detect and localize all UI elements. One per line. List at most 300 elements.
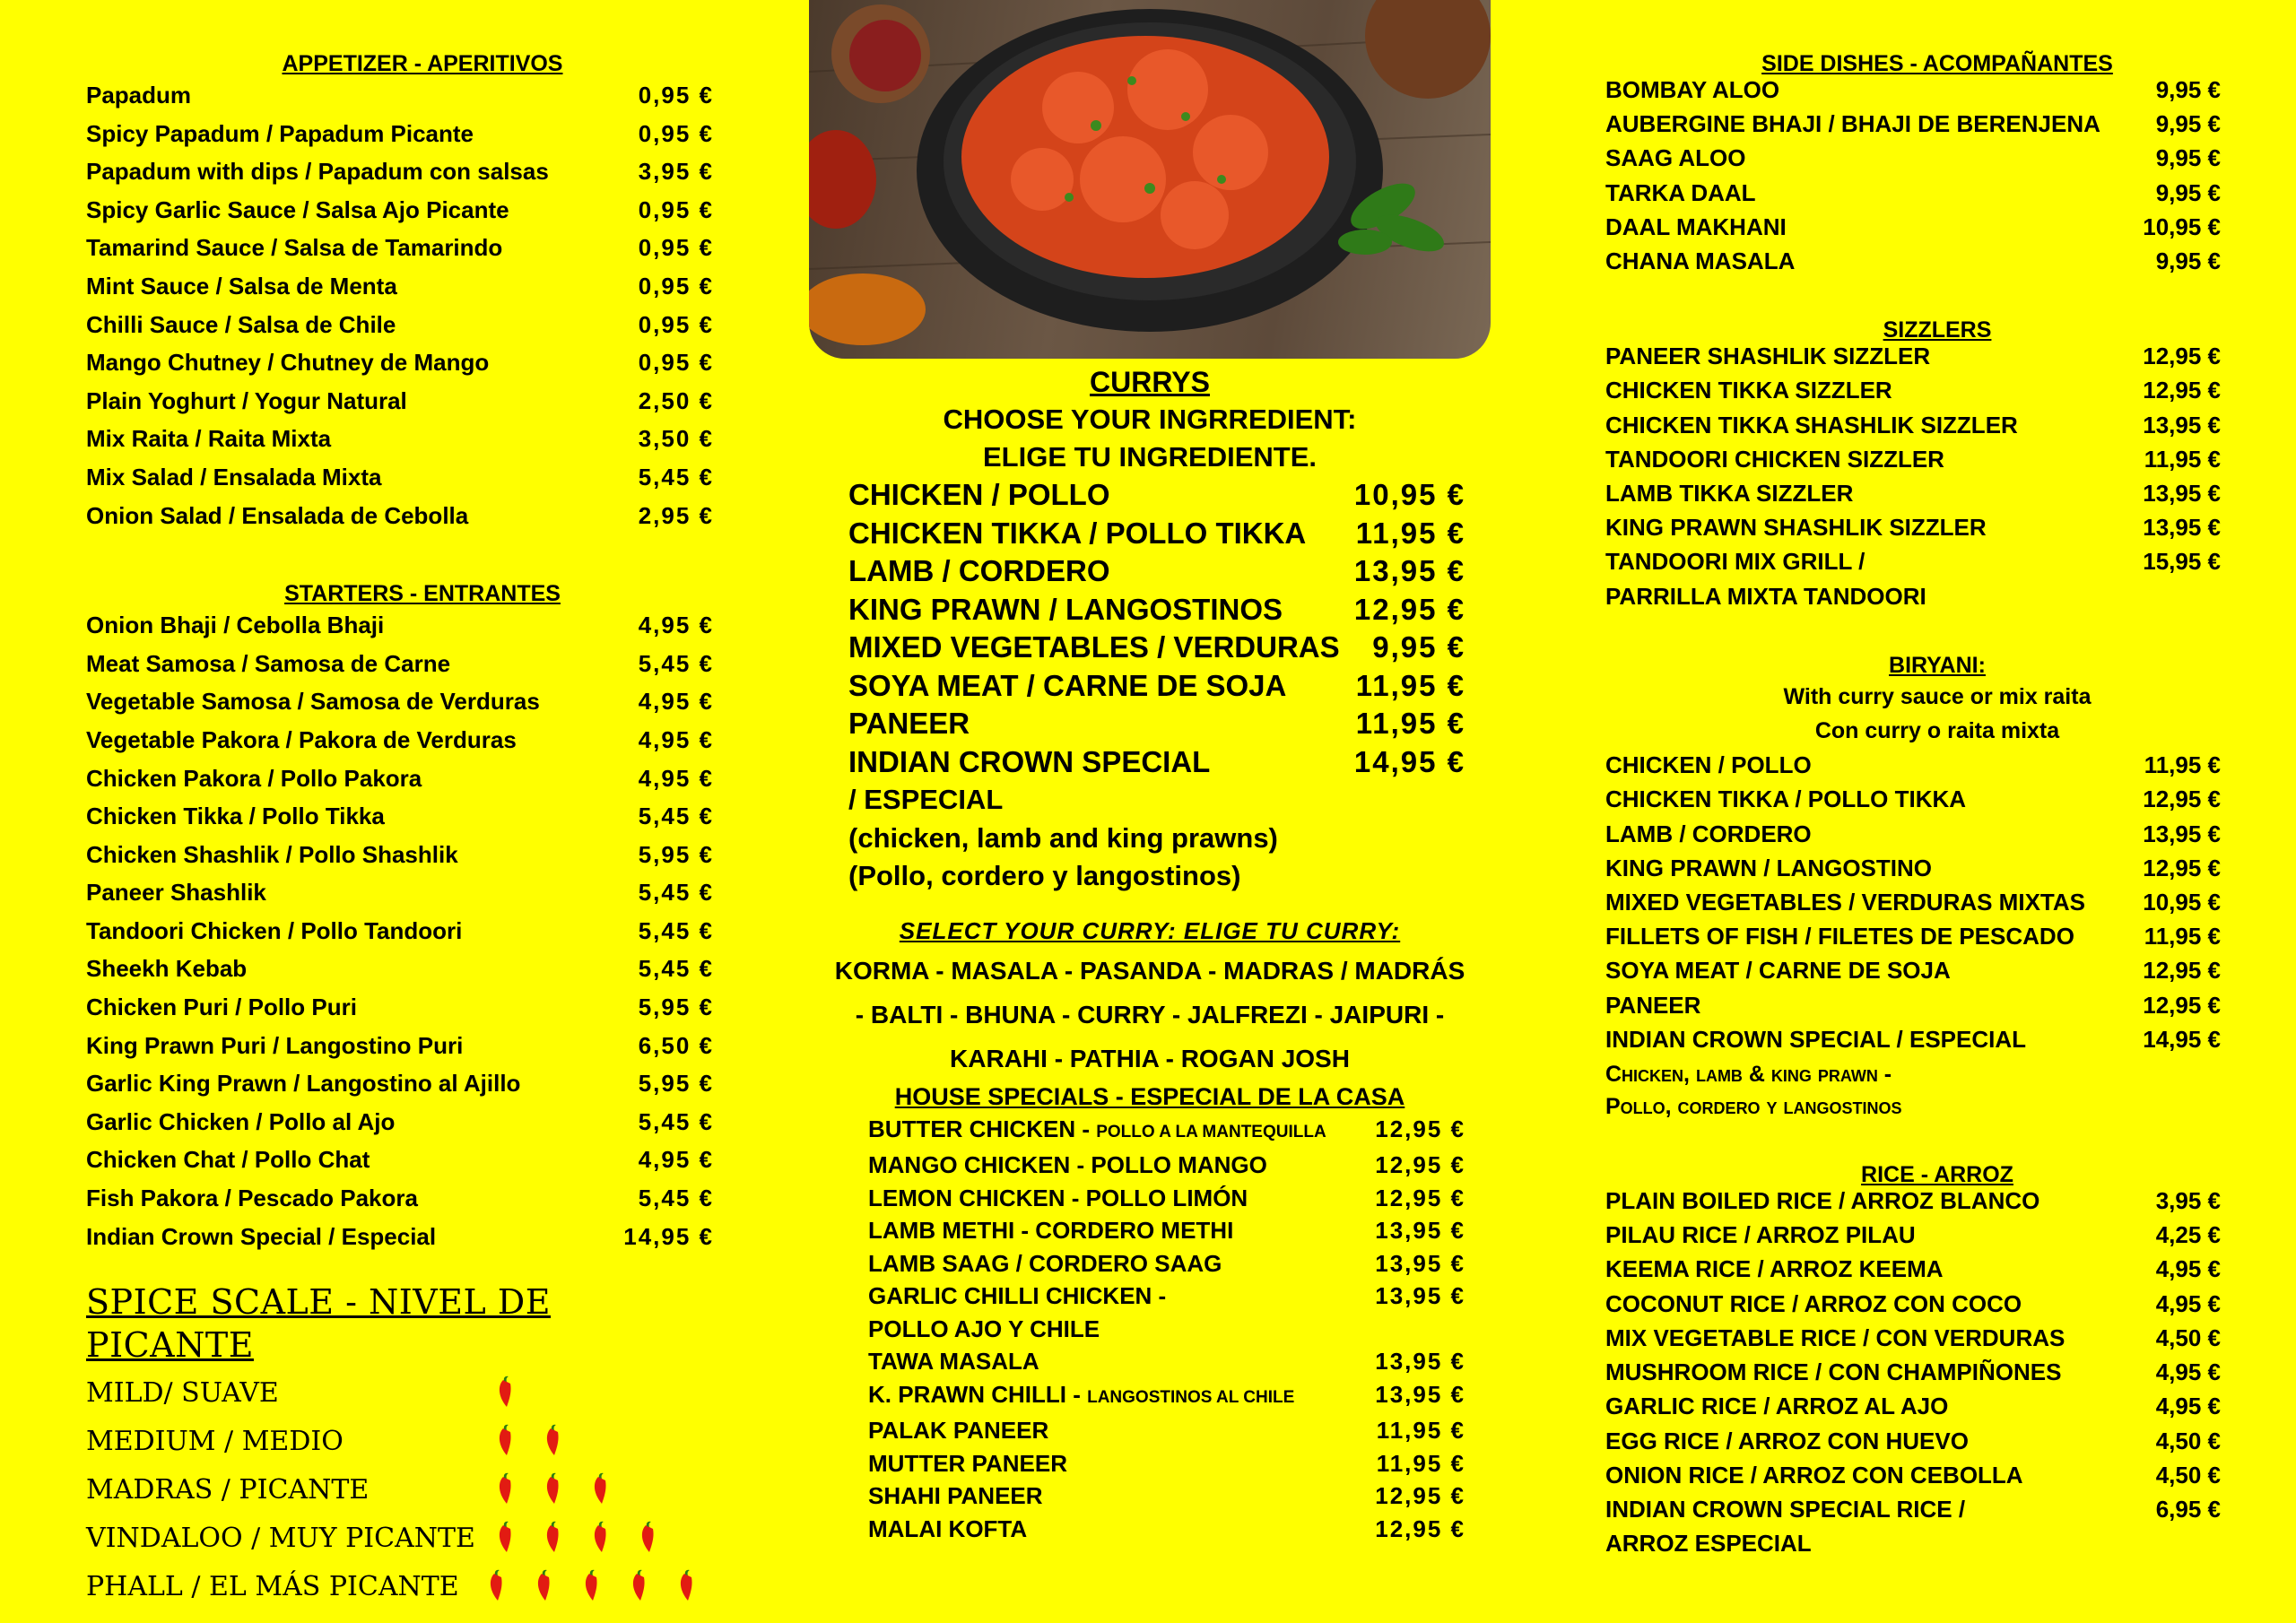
item-price: 9,95 €	[2155, 178, 2221, 206]
item-price: 9,95 €	[2155, 144, 2221, 172]
spice-level	[86, 1514, 723, 1562]
starters-list	[86, 606, 723, 1255]
item-name: MIXED VEGETABLES / VERDURAS	[848, 630, 1340, 664]
select-curry-title: SELECT YOUR CURRY: ELIGE TU CURRY:	[899, 916, 1401, 944]
item-price: 11,95 €	[1355, 707, 1465, 740]
menu-item	[1605, 408, 2221, 442]
chili-rating	[494, 1471, 637, 1507]
spice-level	[86, 1417, 723, 1465]
spice-level-label: VINDALOO / MUY PICANTE	[86, 1522, 475, 1554]
item-name: MUTTER PANEER	[868, 1449, 1067, 1477]
house-special-item	[809, 1414, 1491, 1447]
item-price: 14,95 €	[2143, 1025, 2221, 1053]
item-name: Mix Salad / Ensalada Mixta	[86, 463, 382, 490]
menu-item	[1605, 1022, 2221, 1056]
item-price: 4,25 €	[2155, 1221, 2221, 1249]
menu-item	[86, 306, 714, 344]
menu-item	[1605, 244, 2221, 278]
menu-item	[1605, 373, 2221, 407]
menu-item	[86, 759, 714, 798]
item-price: 0,95 €	[638, 82, 714, 108]
starters-title: STARTERS - ENTRANTES	[284, 581, 561, 607]
item-price: 12,95 €	[1375, 1482, 1465, 1509]
right-column	[1605, 0, 2233, 1560]
item-price: 12,95 €	[1375, 1115, 1465, 1142]
menu-item	[86, 1141, 714, 1179]
item-price: 13,95 €	[2143, 820, 2221, 847]
item-price: 12,95 €	[2143, 991, 2221, 1019]
item-price: 2,50 €	[638, 386, 714, 414]
chili-pepper-icon	[542, 1471, 589, 1507]
item-name-es: LANGOSTINOS AL CHILE	[1087, 1387, 1295, 1407]
menu-item	[86, 191, 714, 230]
menu-item	[1605, 1424, 2221, 1458]
biryani-special-note-en: Chicken, lamb & king prawn -	[1605, 1062, 1892, 1088]
item-name: Onion Bhaji / Cebolla Bhaji	[86, 612, 385, 639]
house-special-item	[809, 1345, 1491, 1378]
item-name: K. PRAWN CHILLI -	[868, 1380, 1088, 1408]
item-price: 9,95 €	[2155, 76, 2221, 103]
item-price: 2,95 €	[638, 501, 714, 529]
menu-item	[1605, 210, 2221, 244]
item-name: Vegetable Pakora / Pakora de Verduras	[86, 725, 517, 753]
chili-rating	[485, 1568, 723, 1604]
item-price: 6,95 €	[2155, 1495, 2221, 1523]
menu-item	[1605, 1287, 2221, 1321]
spice-level-label: PHALL / EL MÁS PICANTE	[86, 1570, 459, 1602]
special-line2: / ESPECIAL	[848, 784, 1004, 815]
item-name-wrap	[868, 1247, 1222, 1280]
menu-item	[86, 645, 714, 683]
menu-item	[809, 705, 1491, 743]
menu-item	[86, 382, 714, 421]
menu-item	[1605, 1389, 2221, 1423]
spice-level-label: MEDIUM / MEDIO	[86, 1425, 344, 1457]
spice-level-label: MILD/ SUAVE	[86, 1376, 279, 1409]
curry-photo-illustration	[809, 0, 1491, 359]
item-name: MIX VEGETABLE RICE / CON VERDURAS	[1605, 1324, 2066, 1351]
item-name: PANEER	[848, 707, 970, 740]
chili-rating	[494, 1520, 684, 1556]
item-name-wrap	[868, 1378, 1294, 1415]
item-name-wrap	[868, 1182, 1248, 1215]
item-price: 4,50 €	[2155, 1324, 2221, 1351]
item-name: Tandoori Chicken / Pollo Tandoori	[86, 916, 463, 944]
menu-item	[1605, 1218, 2221, 1252]
sides-title: SIDE DISHES - ACOMPAÑANTES	[1761, 51, 2113, 76]
item-price: 10,95 €	[2143, 889, 2221, 916]
menu-item	[86, 1218, 714, 1256]
menu-item	[1605, 1355, 2221, 1389]
item-name: TAWA MASALA	[868, 1348, 1039, 1375]
menu-item	[86, 343, 714, 382]
menu-item	[1605, 107, 2221, 141]
item-name: INDIAN CROWN SPECIAL	[848, 744, 1211, 778]
menu-item	[1605, 1252, 2221, 1286]
biryani-list	[1605, 748, 2233, 1056]
item-price: 11,95 €	[1376, 1417, 1465, 1444]
menu-item	[1605, 782, 2221, 816]
menu-item	[86, 797, 714, 836]
menu-item	[86, 1064, 714, 1103]
chili-pepper-icon	[580, 1568, 628, 1604]
item-name: DAAL MAKHANI	[1605, 213, 1787, 240]
menu-item	[809, 476, 1491, 515]
menu-item	[86, 836, 714, 874]
chili-pepper-icon	[494, 1471, 542, 1507]
item-price: 4,95 €	[638, 725, 714, 753]
item-name: KING PRAWN / LANGOSTINO	[1605, 854, 1932, 881]
item-name-wrap	[868, 1480, 1043, 1513]
currys-title: CURRYS	[1090, 366, 1210, 398]
item-price: 4,95 €	[638, 688, 714, 716]
chili-rating	[494, 1375, 542, 1410]
sides-list	[1605, 73, 2233, 278]
item-name: CHICKEN TIKKA / POLLO TIKKA	[1605, 785, 1967, 813]
item-name: TANDOORI MIX GRILL /	[1605, 548, 1866, 576]
item-price: 4,95 €	[638, 612, 714, 639]
item-name-wrap	[868, 1414, 1048, 1447]
item-price: 0,95 €	[638, 272, 714, 299]
item-price: 9,95 €	[2155, 247, 2221, 275]
menu-item	[86, 420, 714, 458]
item-name-wrap	[868, 1345, 1039, 1378]
chili-rating	[494, 1423, 589, 1459]
currys-section	[809, 363, 1491, 1545]
item-name: SOYA MEAT / CARNE DE SOJA	[1605, 957, 1951, 985]
item-name-wrap	[868, 1113, 1326, 1150]
menu-item	[86, 115, 714, 153]
house-special-item	[809, 1247, 1491, 1280]
rice-list	[1605, 1184, 2233, 1560]
item-price: 5,95 €	[638, 994, 714, 1021]
item-price: 13,95 €	[2143, 480, 2221, 508]
menu-item	[1605, 1492, 2221, 1526]
item-name-wrap	[868, 1149, 1267, 1182]
item-name: Meat Samosa / Samosa de Carne	[86, 649, 451, 677]
house-special-item	[809, 1378, 1491, 1415]
item-name: TARKA DAAL	[1605, 178, 1756, 206]
item-name: MIXED VEGETABLES / VERDURAS MIXTAS	[1605, 889, 2085, 916]
item-name: PARRILLA MIXTA TANDOORI	[1605, 582, 1926, 610]
chili-pepper-icon	[628, 1568, 675, 1604]
item-name: LAMB METHI - CORDERO METHI	[868, 1217, 1234, 1244]
item-price: 5,45 €	[638, 879, 714, 907]
chili-pepper-icon	[542, 1520, 589, 1556]
item-name: SHAHI PANEER	[868, 1482, 1043, 1509]
menu-item	[809, 629, 1491, 667]
item-name: CHICKEN TIKKA / POLLO TIKKA	[848, 516, 1307, 550]
item-price: 4,50 €	[2155, 1461, 2221, 1488]
item-name: CHICKEN TIKKA SHASHLIK SIZZLER	[1605, 411, 2018, 438]
menu-item	[809, 667, 1491, 706]
house-special-item	[809, 1447, 1491, 1480]
spice-scale	[86, 1280, 723, 1610]
menu-item	[1605, 1321, 2221, 1355]
item-name: EGG RICE / ARROZ CON HUEVO	[1605, 1427, 1969, 1454]
currys-subtitle-es: ELIGE TU INGREDIENTE.	[982, 441, 1318, 473]
spice-level	[86, 1562, 723, 1610]
item-name: Spicy Garlic Sauce / Salsa Ajo Picante	[86, 195, 509, 223]
item-name: Paneer Shashlik	[86, 879, 266, 907]
item-name: Mix Raita / Raita Mixta	[86, 425, 332, 453]
item-price: 12,95 €	[2143, 343, 2221, 370]
menu-item	[1605, 442, 2221, 476]
item-name: PILAU RICE / ARROZ PILAU	[1605, 1221, 1916, 1249]
item-price: 12,95 €	[2143, 854, 2221, 881]
menu-item	[809, 515, 1491, 553]
item-name: Onion Salad / Ensalada de Cebolla	[86, 501, 469, 529]
item-price: 4,95 €	[638, 764, 714, 792]
item-price: 14,95 €	[1353, 744, 1465, 778]
menu-item	[86, 229, 714, 267]
item-name: LAMB SAAG / CORDERO SAAG	[868, 1249, 1222, 1277]
item-price: 9,95 €	[2155, 110, 2221, 138]
menu-item	[1605, 510, 2221, 544]
sizzlers-title: SIZZLERS	[1883, 317, 1992, 343]
item-price: 15,95 €	[2143, 548, 2221, 576]
menu-item	[1605, 919, 2221, 953]
item-name: Vegetable Samosa / Samosa de Verduras	[86, 688, 540, 716]
item-price: 4,95 €	[638, 1146, 714, 1174]
menu-item	[86, 458, 714, 497]
item-price: 11,95 €	[1376, 1449, 1465, 1477]
menu-item	[1605, 1526, 2221, 1560]
biryani-special-note-es: Pollo, cordero y langostinos	[1605, 1094, 1902, 1120]
spice-level	[86, 1368, 723, 1417]
item-name: GARLIC CHILLI CHICKEN -	[868, 1282, 1167, 1309]
menu-item	[809, 743, 1491, 782]
house-special-item	[809, 1214, 1491, 1247]
chili-pepper-icon	[589, 1471, 637, 1507]
item-price: 6,50 €	[638, 1031, 714, 1059]
item-price: 5,45 €	[638, 1185, 714, 1212]
item-name: LEMON CHICKEN - POLLO LIMÓN	[868, 1184, 1248, 1211]
menu-item	[1605, 953, 2221, 987]
item-price: 3,95 €	[638, 158, 714, 186]
item-name: LAMB TIKKA SIZZLER	[1605, 480, 1854, 508]
item-name: King Prawn Puri / Langostino Puri	[86, 1031, 464, 1059]
item-price: 14,95 €	[623, 1222, 714, 1250]
menu-item	[86, 267, 714, 306]
spice-level	[86, 1465, 723, 1514]
house-special-item	[809, 1149, 1491, 1182]
item-price: 0,95 €	[638, 119, 714, 147]
item-name: CHICKEN TIKKA SIZZLER	[1605, 377, 1892, 404]
item-price: 13,95 €	[2143, 411, 2221, 438]
item-price: 4,50 €	[2155, 1427, 2221, 1454]
special-note-es: (Pollo, cordero y langostinos)	[848, 860, 1241, 891]
item-price: 13,95 €	[1375, 1348, 1465, 1375]
item-name: Plain Yoghurt / Yogur Natural	[86, 386, 407, 414]
item-name: BUTTER CHICKEN -	[868, 1115, 1097, 1142]
item-name: Mint Sauce / Salsa de Menta	[86, 272, 397, 299]
item-price: 12,95 €	[2143, 957, 2221, 985]
menu-item	[86, 950, 714, 988]
item-name: Chicken Shashlik / Pollo Shashlik	[86, 840, 458, 868]
spice-level-label: MADRAS / PICANTE	[86, 1473, 370, 1506]
item-price: 11,95 €	[1355, 668, 1465, 702]
house-special-item	[809, 1480, 1491, 1513]
menu-item	[1605, 141, 2221, 175]
chili-pepper-icon	[494, 1423, 542, 1459]
item-price: 13,95 €	[1375, 1282, 1465, 1309]
chili-pepper-icon	[533, 1568, 580, 1604]
menu-item	[1605, 748, 2221, 782]
item-name: GARLIC RICE / ARROZ AL AJO	[1605, 1393, 1949, 1420]
item-name-wrap	[868, 1513, 1027, 1546]
item-price: 3,95 €	[2155, 1187, 2221, 1215]
item-name: Papadum with dips / Papadum con salsas	[86, 158, 549, 186]
menu-item	[1605, 988, 2221, 1022]
item-price: 13,95 €	[2143, 514, 2221, 542]
chili-pepper-icon	[494, 1375, 542, 1410]
menu-item	[1605, 579, 2221, 613]
curry-styles-line3: KARAHI - PATHIA - ROGAN JOSH	[950, 1044, 1350, 1072]
item-name: PANEER	[1605, 991, 1701, 1019]
item-price: 11,95 €	[2144, 445, 2221, 473]
item-price: 4,95 €	[2155, 1255, 2221, 1283]
item-name: MUSHROOM RICE / CON CHAMPIÑONES	[1605, 1358, 2062, 1386]
item-price: 10,95 €	[1353, 478, 1465, 511]
biryani-title: BIRYANI:	[1889, 652, 1986, 678]
menu-item	[1605, 885, 2221, 919]
menu-item	[1605, 1458, 2221, 1492]
item-price: 12,95 €	[1375, 1184, 1465, 1211]
item-name-wrap	[868, 1313, 1100, 1346]
item-name: MANGO CHICKEN - POLLO MANGO	[868, 1151, 1267, 1178]
item-price: 13,95 €	[1375, 1217, 1465, 1244]
item-name: Chicken Tikka / Pollo Tikka	[86, 803, 385, 830]
chili-pepper-icon	[542, 1423, 589, 1459]
item-price: 0,95 €	[638, 349, 714, 377]
item-price: 12,95 €	[1375, 1151, 1465, 1178]
item-name-es: POLLO A LA MANTEQUILLA	[1096, 1122, 1326, 1141]
item-name: CHICKEN / POLLO	[848, 478, 1110, 511]
item-name: PANEER SHASHLIK SIZZLER	[1605, 343, 1931, 370]
menu-item	[86, 873, 714, 912]
item-name: LAMB / CORDERO	[1605, 820, 1812, 847]
currys-subtitle-en: CHOOSE YOUR INGRREDIENT:	[943, 404, 1357, 435]
item-name: Papadum	[86, 82, 192, 108]
item-name: KING PRAWN SHASHLIK SIZZLER	[1605, 514, 1987, 542]
item-price: 5,45 €	[638, 803, 714, 830]
menu-item	[1605, 851, 2221, 885]
menu-item	[86, 1103, 714, 1141]
menu-item	[86, 606, 714, 645]
item-name: BOMBAY ALOO	[1605, 76, 1780, 103]
item-name-wrap	[868, 1280, 1166, 1313]
item-name: CHANA MASALA	[1605, 247, 1796, 275]
rice-title: RICE - ARROZ	[1861, 1162, 2013, 1188]
menu-item	[86, 912, 714, 950]
item-price: 9,95 €	[1372, 630, 1465, 664]
item-price: 5,95 €	[638, 1070, 714, 1098]
item-name: KING PRAWN / LANGOSTINOS	[848, 592, 1283, 626]
item-name-wrap	[868, 1214, 1233, 1247]
item-price: 11,95 €	[2144, 751, 2221, 779]
menu-item	[1605, 544, 2221, 578]
item-name: SAAG ALOO	[1605, 144, 1746, 172]
item-name: PLAIN BOILED RICE / ARROZ BLANCO	[1605, 1187, 2040, 1215]
house-special-item	[809, 1113, 1491, 1150]
left-column	[86, 0, 723, 1610]
item-name: SOYA MEAT / CARNE DE SOJA	[848, 668, 1287, 702]
item-name: Chicken Chat / Pollo Chat	[86, 1146, 370, 1174]
menu-item	[86, 988, 714, 1027]
curry-ingredient-list	[809, 476, 1491, 781]
item-price: 5,45 €	[638, 1107, 714, 1135]
item-price: 10,95 €	[2143, 213, 2221, 240]
item-price: 12,95 €	[2143, 785, 2221, 813]
appetizers-title: APPETIZER - APERITIVOS	[282, 51, 563, 76]
item-name: INDIAN CROWN SPECIAL / ESPECIAL	[1605, 1025, 2027, 1053]
curry-styles-line1: KORMA - MASALA - PASANDA - MADRAS / MADRÁS	[834, 956, 1465, 985]
house-specials-title: HOUSE SPECIALS - ESPECIAL DE LA CASA	[894, 1082, 1405, 1110]
item-name: TANDOORI CHICKEN SIZZLER	[1605, 445, 1944, 473]
item-price: 4,95 €	[2155, 1358, 2221, 1386]
item-price: 0,95 €	[638, 310, 714, 338]
item-name: PALAK PANEER	[868, 1417, 1049, 1444]
item-name: FILLETS OF FISH / FILETES DE PESCADO	[1605, 923, 2074, 950]
item-price: 4,95 €	[2155, 1289, 2221, 1317]
item-name: Mango Chutney / Chutney de Mango	[86, 349, 490, 377]
item-price: 13,95 €	[1353, 554, 1465, 587]
spice-levels	[86, 1368, 723, 1610]
item-name-wrap	[868, 1447, 1067, 1480]
item-name: INDIAN CROWN SPECIAL RICE /	[1605, 1495, 1966, 1523]
item-name: Garlic King Prawn / Langostino al Ajillo	[86, 1070, 521, 1098]
item-price: 13,95 €	[1375, 1249, 1465, 1277]
menu-item	[86, 497, 714, 535]
house-special-item	[809, 1513, 1491, 1546]
item-name: Indian Crown Special / Especial	[86, 1222, 437, 1250]
item-name: COCONUT RICE / ARROZ CON COCO	[1605, 1289, 2022, 1317]
item-price: 5,45 €	[638, 955, 714, 983]
biryani-note-es: Con curry o raita mixta	[1814, 718, 2060, 744]
item-name: Chicken Pakora / Pollo Pakora	[86, 764, 422, 792]
item-name: Tamarind Sauce / Salsa de Tamarindo	[86, 234, 503, 262]
item-name: Chicken Puri / Pollo Puri	[86, 994, 357, 1021]
curry-dish-photo	[809, 0, 1491, 359]
sizzlers-list	[1605, 339, 2233, 613]
item-name: Sheekh Kebab	[86, 955, 248, 983]
menu-item	[1605, 1184, 2221, 1218]
item-name: CHICKEN / POLLO	[1605, 751, 1812, 779]
chili-pepper-icon	[675, 1568, 723, 1604]
item-price: 5,45 €	[638, 916, 714, 944]
item-price: 12,95 €	[1353, 592, 1465, 626]
biryani-note-en: With curry sauce or mix raita	[1783, 683, 2092, 709]
item-price: 12,95 €	[2143, 377, 2221, 404]
menu-item	[1605, 476, 2221, 510]
chili-pepper-icon	[589, 1520, 637, 1556]
item-name: ONION RICE / ARROZ CON CEBOLLA	[1605, 1461, 2023, 1488]
item-name: Spicy Papadum / Papadum Picante	[86, 119, 474, 147]
item-name: ARROZ ESPECIAL	[1605, 1530, 1812, 1558]
item-name: LAMB / CORDERO	[848, 554, 1110, 587]
menu-item	[86, 682, 714, 721]
special-note-en: (chicken, lamb and king prawns)	[848, 821, 1278, 854]
appetizers-list	[86, 76, 723, 534]
menu-item	[86, 1027, 714, 1065]
menu-item	[86, 1179, 714, 1218]
chili-pepper-icon	[637, 1520, 684, 1556]
item-name: MALAI KOFTA	[868, 1515, 1028, 1542]
item-name: Garlic Chicken / Pollo al Ajo	[86, 1107, 396, 1135]
item-name: KEEMA RICE / ARROZ KEEMA	[1605, 1255, 1944, 1283]
menu-item	[86, 152, 714, 191]
